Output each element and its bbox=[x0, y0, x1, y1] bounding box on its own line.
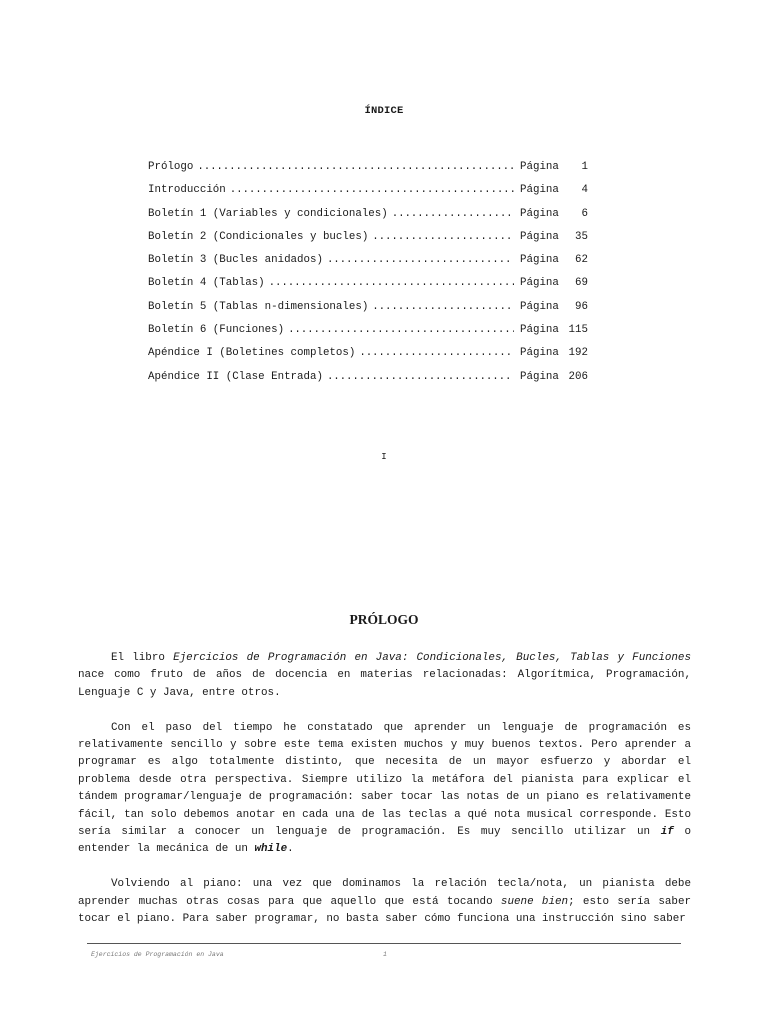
text-run: ; esto sería saber tocar el piano. Para saber programar, no basta saber cómo funciona una instrucción sino saber bbox=[78, 895, 692, 926]
toc-entry bbox=[148, 208, 588, 231]
toc-dot-leader bbox=[372, 231, 514, 243]
text-run: nace como fruto de años de docencia en materias relacionadas: Algorítmica, Programación, Lenguaje C y Java, entre otros. bbox=[78, 669, 691, 699]
toc-page-number: 62 bbox=[575, 254, 588, 267]
footer-page-number: 1 bbox=[383, 951, 387, 958]
keyword-if: if bbox=[660, 826, 674, 839]
toc-entry-label: Boletín 4 (Tablas) bbox=[148, 277, 265, 290]
toc-page-number: 206 bbox=[568, 370, 588, 383]
toc-dot-leader bbox=[288, 324, 514, 336]
text-run: . bbox=[287, 843, 294, 856]
toc-dot-leader bbox=[269, 277, 514, 289]
toc-page-number: 69 bbox=[575, 277, 588, 290]
index-title: ÍNDICE bbox=[364, 105, 404, 117]
toc-page-word: Página bbox=[520, 300, 559, 313]
footer-rule bbox=[87, 943, 681, 944]
toc-dot-leader bbox=[327, 371, 514, 383]
toc-dot-leader bbox=[372, 301, 514, 313]
toc-entry-page bbox=[514, 208, 588, 220]
toc-page-number: 4 bbox=[581, 184, 588, 197]
toc-entry-page bbox=[514, 324, 588, 336]
toc-dot-leader bbox=[197, 161, 514, 173]
toc-page-word: Página bbox=[520, 207, 559, 220]
toc-page-word: Página bbox=[520, 370, 559, 383]
toc-entry-page bbox=[514, 301, 588, 313]
toc-entry-label: Boletín 1 (Variables y condicionales) bbox=[148, 207, 388, 220]
toc-entry-label: Prólogo bbox=[148, 161, 194, 173]
toc-entry-page bbox=[514, 161, 588, 173]
toc-entry-label: Apéndice I (Boletines completos) bbox=[148, 347, 356, 360]
prologue-title: PRÓLOGO bbox=[349, 612, 419, 627]
toc-dot-leader bbox=[392, 208, 514, 220]
toc-entry-page bbox=[514, 254, 588, 266]
toc-entry-label: Boletín 3 (Bucles anidados) bbox=[148, 254, 323, 267]
toc-page-word: Página bbox=[520, 277, 559, 290]
toc-dot-leader bbox=[327, 254, 514, 266]
toc-entry bbox=[148, 231, 588, 254]
toc-page-word: Página bbox=[520, 324, 559, 337]
emphasis: suene bien bbox=[500, 895, 569, 908]
prologue-paragraph-2 bbox=[78, 720, 691, 859]
toc-page-number: 115 bbox=[568, 324, 588, 337]
prologue-paragraph-1 bbox=[78, 650, 691, 702]
text-run: El libro bbox=[111, 652, 174, 664]
toc-entry-page bbox=[514, 184, 588, 196]
text-run: Con el paso del tiempo he constatado que aprender un lenguaje de programación es relativamente sencillo y sobre este tema existen muchos y muy buenos textos. Pero aprender a programar es algo totalmente distinto, que necesita de un mayor esfuerzo y abordar el problema desde otra perspectiva. Siempre utilizo la metáfora del pianista para explicar el tándem programar/lenguaje de programación: saber tocar las notas de un piano es relativamente fácil, tan solo debemos anotar en cada una de las teclas a qué nota musical corresponde. Esto sería similar a conocer un lenguaje de programación. Es muy sencillo utilizar un bbox=[78, 721, 691, 839]
toc-page-word: Página bbox=[520, 161, 559, 173]
toc-page-number: 6 bbox=[581, 207, 588, 220]
toc-page-word: Página bbox=[520, 254, 559, 267]
toc-entry bbox=[148, 371, 588, 394]
toc-page-number: 1 bbox=[581, 161, 588, 173]
toc-page-word: Página bbox=[520, 184, 559, 197]
toc-entry-page bbox=[514, 277, 588, 289]
toc-entry bbox=[148, 301, 588, 324]
toc-entry-page bbox=[514, 371, 588, 383]
toc-entry bbox=[148, 324, 588, 347]
toc-dot-leader bbox=[359, 347, 514, 359]
toc-page-word: Página bbox=[520, 230, 559, 243]
text-run: Volviendo al piano: una vez que dominamos la relación tecla/nota, un pianista debe aprender muchas otras cosas para que aquello que está tocando bbox=[78, 878, 691, 908]
toc-entry-label: Apéndice II (Clase Entrada) bbox=[148, 370, 323, 383]
table-of-contents bbox=[148, 161, 588, 394]
footer-book-title: Ejercicios de Programación en Java bbox=[91, 951, 224, 958]
toc-page-number: 96 bbox=[575, 300, 588, 313]
toc-page-word: Página bbox=[520, 347, 559, 360]
book-title: Ejercicios de Programación en Java: Condicionales, Bucles, Tablas y Funciones bbox=[173, 652, 691, 664]
roman-page-marker: I bbox=[381, 452, 387, 462]
toc-entry-label: Boletín 5 (Tablas n-dimensionales) bbox=[148, 300, 369, 313]
toc-entry bbox=[148, 254, 588, 277]
prologue-paragraph-3 bbox=[78, 876, 691, 928]
toc-entry bbox=[148, 277, 588, 300]
toc-entry bbox=[148, 161, 588, 184]
keyword-while: while bbox=[254, 843, 288, 856]
toc-entry-page bbox=[514, 347, 588, 359]
toc-entry bbox=[148, 184, 588, 207]
toc-entry-page bbox=[514, 231, 588, 243]
toc-page-number: 192 bbox=[568, 347, 588, 360]
prologue-body bbox=[78, 650, 691, 928]
toc-entry-label: Introducción bbox=[148, 184, 226, 197]
toc-entry-label: Boletín 2 (Condicionales y bucles) bbox=[148, 230, 369, 243]
toc-entry-label: Boletín 6 (Funciones) bbox=[148, 324, 285, 337]
toc-page-number: 35 bbox=[575, 230, 588, 243]
toc-dot-leader bbox=[230, 184, 514, 196]
text-run: o entender la mecánica de un bbox=[78, 826, 692, 856]
toc-entry bbox=[148, 347, 588, 370]
